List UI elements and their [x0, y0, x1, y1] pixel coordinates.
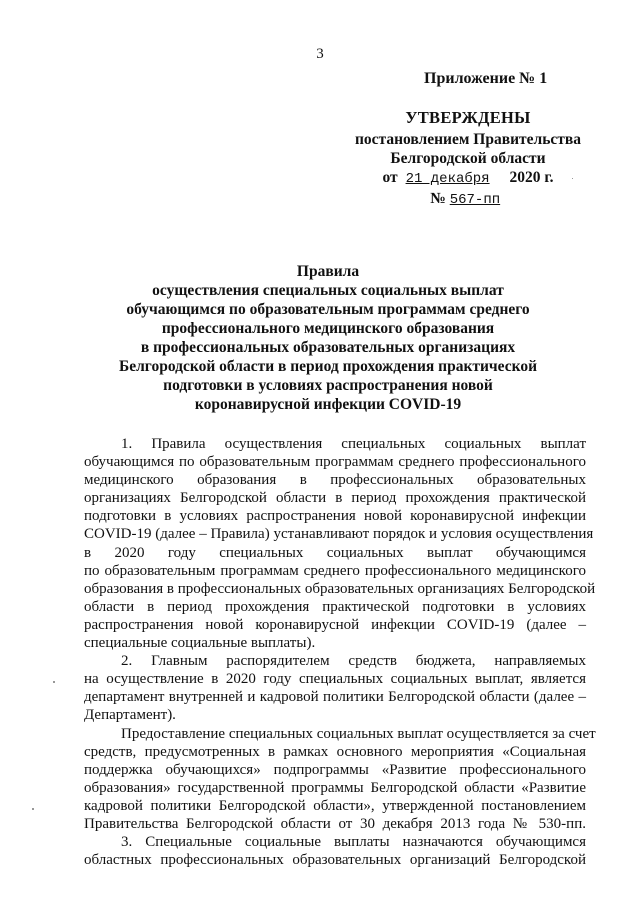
- approval-line-2: Белгородской области: [390, 150, 546, 167]
- body-line: в 2020 году специальных социальных выплат обучающимся: [84, 544, 586, 561]
- date-prefix: от: [382, 169, 398, 186]
- document-title: [100, 262, 556, 414]
- approval-line-1: постановлением Правительства: [354, 131, 582, 148]
- handwritten-number: 567-пп: [449, 192, 501, 208]
- body-line: специальные социальные выплаты).: [84, 635, 316, 652]
- body-line: медицинского образования в профессиональных образовательных: [84, 472, 586, 489]
- page-number: 3: [316, 46, 324, 62]
- body-line: департамент внутренней и кадровой политики Белгородской области (далее –: [84, 689, 586, 706]
- body-line: обучающимся по образовательным программам среднего профессионального: [84, 454, 586, 471]
- body-line: Правительства Белгородской области от 30 декабря 2013 года № 530-пп.: [84, 815, 586, 832]
- body-line: на осуществление в 2020 году специальных социальных выплат, является: [84, 671, 586, 688]
- body-line: 1. Правила осуществления специальных социальных выплат: [121, 436, 586, 452]
- body-line: 3. Специальные социальные выплаты назначаются обучающимся: [121, 834, 586, 851]
- handwritten-date: 21 декабря: [405, 171, 490, 187]
- body-line: кадровой политики Белгородской области», утвержденной постановлением: [84, 797, 586, 814]
- title-line: подготовки в условиях распространения новой: [163, 377, 493, 394]
- body-line: организациях Белгородской области в период прохождения практической: [84, 490, 586, 507]
- scan-speck: [572, 178, 573, 179]
- approval-block: [340, 108, 596, 210]
- scan-speck: [32, 808, 34, 810]
- approval-year: 2020 г.: [509, 169, 554, 186]
- title-line: в профессиональных образовательных организациях: [140, 339, 516, 356]
- body-line: поддержка обучающихся» подпрограммы «Развитие профессионального: [84, 761, 586, 778]
- appendix-label: Приложение № 1: [424, 70, 548, 87]
- title-line: коронавирусной инфекции COVID-19: [194, 396, 462, 413]
- body-line: Департамент).: [84, 707, 176, 724]
- body-line: распространения новой коронавирусной инфекции COVID-19 (далее –: [84, 616, 586, 633]
- approval-date-line: [340, 168, 596, 189]
- scan-speck: [53, 681, 55, 683]
- approval-number-line: [340, 189, 596, 210]
- body-line: средств, предусмотренных в рамках основного мероприятия «Социальная: [84, 743, 586, 760]
- title-line: обучающимся по образовательным программам среднего: [126, 301, 530, 318]
- body-line: 2. Главным распорядителем средств бюджета, направляемых: [121, 653, 586, 670]
- body-line: образования в профессиональных образовательных организациях Белгородской: [84, 580, 596, 597]
- body-line: области в период прохождения практической подготовки в условиях: [84, 598, 586, 615]
- body-line: образования» государственной программы Белгородской области «Развитие: [84, 779, 586, 796]
- title-line: Белгородской области в период прохождения практической: [118, 358, 538, 375]
- body-line: подготовки в условиях распространения новой коронавирусной инфекции: [84, 508, 586, 525]
- body-line: областных профессиональных образовательных организаций Белгородской: [84, 852, 586, 869]
- title-line: Правила: [296, 263, 360, 280]
- body-line: COVID-19 (далее – Правила) устанавливают порядок и условия осуществления: [84, 526, 594, 543]
- body-line: Предоставление специальных социальных выплат осуществляется за счет: [121, 725, 596, 742]
- title-line: профессионального медицинского образования: [161, 320, 495, 337]
- body-line: по образовательным программам среднего профессионального медицинского: [84, 562, 586, 579]
- title-line: осуществления специальных социальных выплат: [152, 282, 504, 299]
- document-body: [84, 435, 596, 869]
- number-prefix: №: [430, 190, 446, 207]
- approval-heading: УТВЕРЖДЕНЫ: [405, 108, 531, 127]
